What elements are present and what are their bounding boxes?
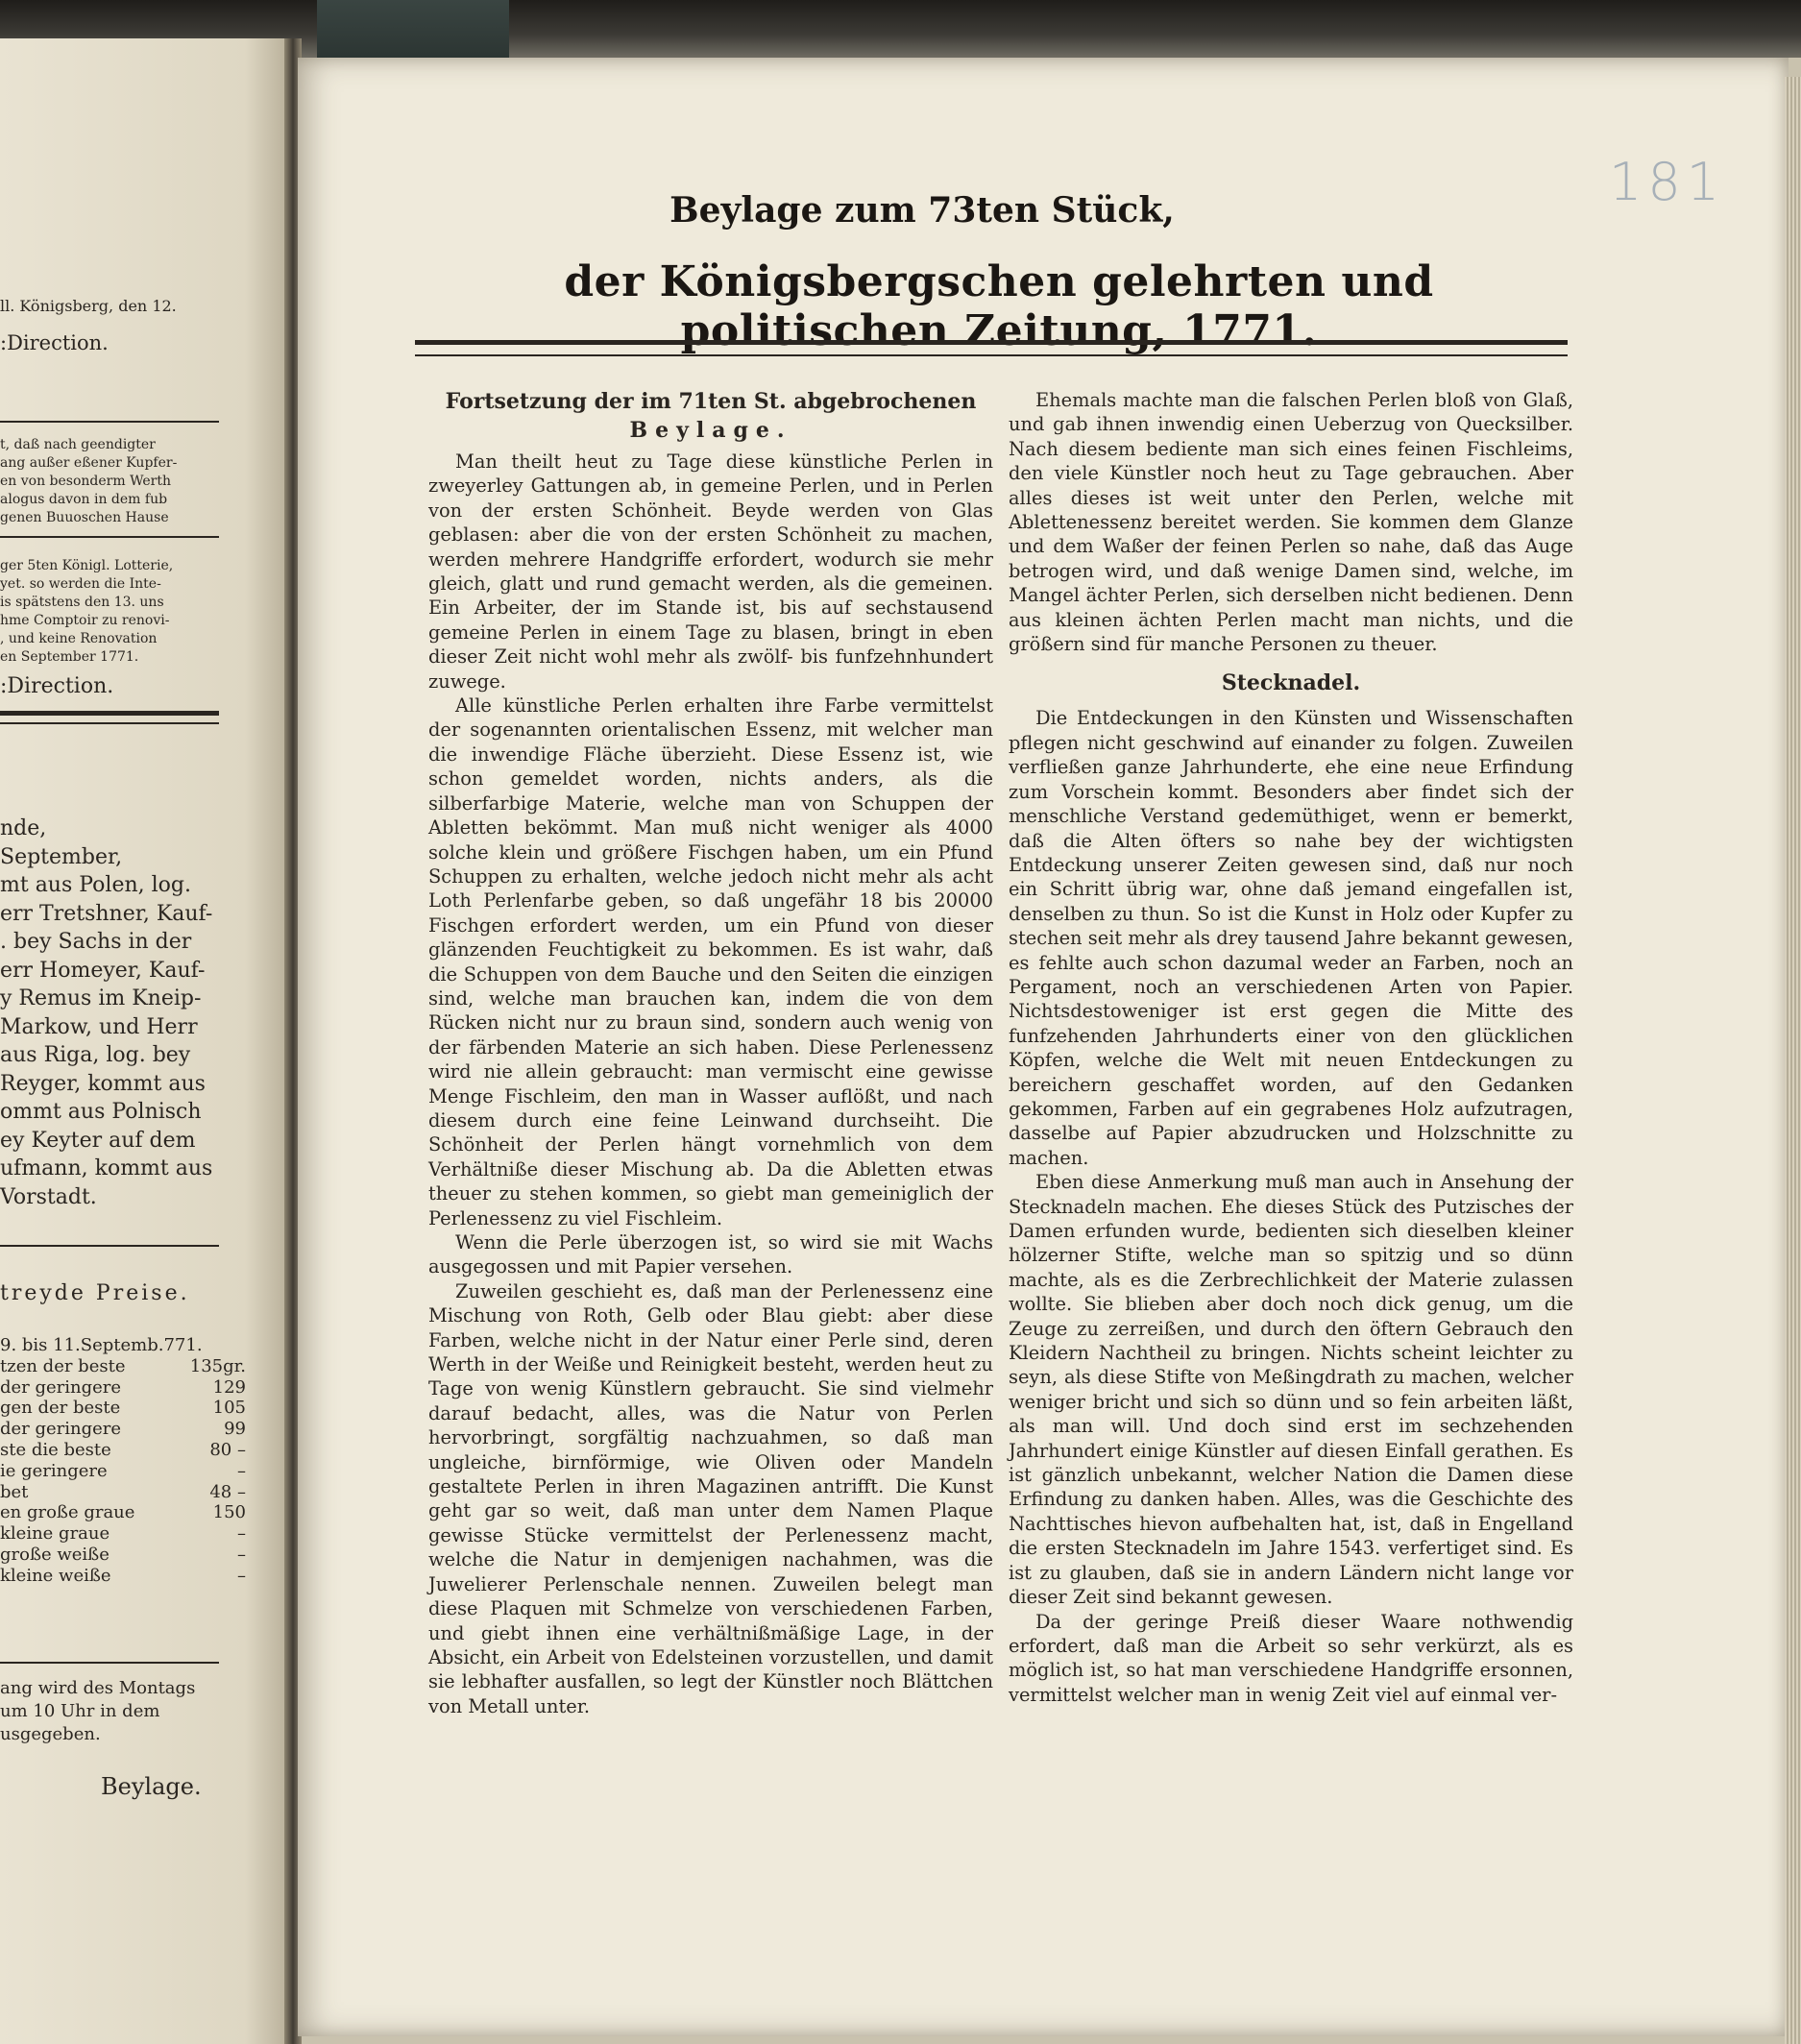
left-notice-1: t, daß nach geendigter ang außer eßener Kupfer- en von besonderm Werth alogus davon in dem fub genen Buuoschen Hause [0, 437, 178, 525]
continuation-subtitle: Beylage. [629, 418, 792, 443]
right-column [1009, 388, 1573, 1707]
paragraph: Da der geringe Preiß dieser Waare nothwendig erfordert, daß man die Arbeit so sehr verkürzt, als es möglich ist, so hat man verschiedene Handgriffe ersonnen, vermittelst welcher man in wenig Zeit viel auf einmal ver- [1009, 1610, 1573, 1706]
price-row: gen der beste 105 [0, 1398, 246, 1419]
paragraph: Alle künstliche Perlen erhalten ihre Farbe vermittelst der sogenannten orientalischen Essenz, mit welcher man die inwendige Fläche überzieht. Diese Essenz ist, wie schon gemeldet worden, nichts anders, als die silberfarbige Materie, welche man von Schuppen der Abletten bekömmt. Man muß nicht weniger als 4000 solche klein und größere Fischgen haben, um ein Pfund Schuppen zu erhalten, welche jedoch nicht mehr als acht Loth Perlenfarbe geben, so daß ungefähr 18 bis 20000 Fischgen erfordert werden, um ein Pfund von dieser glänzenden Feuchtigkeit zu bekommen. Es ist wahr, daß die Schuppen von dem Bauche und den Seiten die einzigen sind, welche man brauchen kan, indem die von dem Rücken nicht nur zu braun sind, sondern auch wenig von der färbenden Materie an sich haben. Diese Perlenessenz wird nie allein gebraucht: man vermischt eine gewisse Menge Fischleim, den man in Wasser auflößt, und nach diesem durch eine feine Leinwand durchseiht. Die Schönheit der Perlen hängt vornehmlich von dem Verhältniße dieser Mischung ab. Da die Abletten etwas theuer zu stehen kommen, so giebt man gemeiniglich der Perlenessenz zu viel Fischleim. [428, 694, 993, 1229]
left-page [0, 38, 288, 2044]
paragraph: Man theilt heut zu Tage diese künstliche Perlen in zweyerley Gattungen ab, in gemeine Perlen, und in Perlen von der ersten Schönheit. Beyde werden von Glas geblasen: aber die von der ersten Schönheit zu machen, werden mehrere Handgriffe erfordert, wodurch sie mehr gleich, glatt und rund gemacht werden, als die gemeinen. Ein Arbeiter, der im Stande ist, bis auf sechstausend gemeine Perlen in einem Tage zu blasen, bringt in eben dieser Zeit nicht wohl mehr als zwölf- bis funfzehnhundert zuwege. [428, 450, 993, 693]
price-row: der geringere 129 [0, 1376, 246, 1398]
page-number: 181 [1609, 152, 1726, 212]
left-catchword: Beylage. [101, 1773, 202, 1800]
left-direction-1: :Direction. [0, 331, 109, 354]
page-edge [1785, 77, 1801, 2044]
left-footer: ang wird des Montags um 10 Uhr in dem usgegeben. [0, 1678, 196, 1744]
price-row: der geringere 99 [0, 1419, 246, 1440]
price-row: kleine weiße – [0, 1565, 246, 1586]
price-row: große weiße – [0, 1544, 246, 1565]
paragraph: Eben diese Anmerkung muß man auch in Ansehung der Stecknadeln machen. Ehe dieses Stück des Putzisches der Damen erfunden wurde, bedienten sich dieselben kleiner hölzerner Stifte, welche man so spitzig und so dünn machte, als es die Zerbrechlichkeit der Materie zulassen wollte. Sie blieben aber doch noch dick genug, um die Zeuge zu zerreißen, und durch den öftern Gebrauch den Kleidern Nachtheil zu bringen. Nichts scheint leichter zu seyn, als diese Stifte von Meßingdrath zu machen, welcher weniger bricht und sich so dünn und so fein arbeiten läßt, als man will. Und doch sind erst im sechzehenden Jahrhundert einige Künstler auf diesen Einfall gerathen. Es ist gänzlich unbekannt, welcher Nation die Damen diese Erfindung zu danken haben. Alles, was die Geschichte des Nachttisches hievon aufbehalten hat, ist, daß in Engelland die ersten Stecknadeln im Jahre 1543. verfertiget sind. Es ist zu glauben, daß sie in andern Ländern nicht lange vor dieser Zeit sind bekannt gewesen. [1009, 1171, 1573, 1609]
header-line-1: Beylage zum 73ten Stück, [669, 190, 1175, 231]
left-direction-2: :Direction. [0, 674, 114, 698]
left-rule-1 [0, 421, 219, 423]
price-row: tzen der beste 135gr. [0, 1355, 246, 1376]
paragraph: Die Entdeckungen in den Künsten und Wissenschaften pflegen nicht geschwind auf einander zu folgen. Zuweilen verfließen ganze Jahrhunderte, ehe eine neue Erfindung zum Vorschein kommt. Besonders aber findet sich der menschliche Verstand gedemüthiget, wenn er bemerkt, daß die Alten öfters so nahe bey der wichtigsten Entdeckung unserer Zeiten gewesen sind, daß nur noch ein Schritt übrig war, ohne daß jemand eingefallen ist, denselben zu thun. So ist die Kunst in Holz oder Kupfer zu stechen seit mehr als drey tausend Jahre bekannt gewesen, es fehlte auch schon dazumal weder an Farben, noch an Pergament, noch an verschiedenen Arten von Papier. Nichtsdestoweniger ist erst gegen die Mitte des funfzehenden Jahrhunderts einer von den glücklichen Köpfen, welche die Welt mit neuen Entdeckungen zu bereichern geschaffet worden, auf den Gedanken gekommen, Farben auf ein gegrabenes Holz aufzutragen, dasselbe auf Papier abzudrucken und Holzschnitte zu machen. [1009, 707, 1573, 1169]
paragraph: Zuweilen geschieht es, daß man der Perlenessenz eine Mischung von Roth, Gelb oder Blau giebt: aber diese Farben, welche nicht in der Natur einer Perle sind, deren Werth in der Weiße und Reinigkeit besteht, werden heut zu Tage von wenig Künstlern gebraucht. Sie sind vielmehr darauf bedacht, alles, was die Natur von Perlen hervorbringt, sorgfältig nachzuahmen, so daß man ungleiche, birnförmige, wie Oliven oder Mandeln gestaltete Perlen in ihren Magazinen antrifft. Die Kunst geht gar so weit, daß man unter dem Namen Plaque gewisse Stücke vermittelst der Perlenessenz macht, welche die Natur in demjenigen nachahmen, was die Juwelierer Perlenschale nennen. Zuweilen belegt man diese Plaquen mit Schmelze von verschiedenen Farben, und giebt ihnen eine verhältnißmäßige Lage, in der Absicht, ein Arbeit von Edelsteinen vorzustellen, und damit sie lebhafter ausfallen, so legt der Künstler noch Blättchen von Metall unter. [428, 1279, 993, 1717]
left-rule-3 [0, 711, 219, 716]
left-rule-6 [0, 1662, 219, 1664]
left-dateline: ll. Königsberg, den 12. :Direction. [0, 296, 284, 353]
header-line-2: der Königsbergschen gelehrten und politischen Zeitung, 1771. [564, 257, 1434, 355]
paragraph: Wenn die Perle überzogen ist, so wird sie mit Wachs ausgegossen und mit Papier versehen. [428, 1231, 993, 1278]
left-rule-5 [0, 1245, 219, 1247]
left-rule-4 [0, 722, 219, 724]
left-prices-title: treyde Preise. [0, 1281, 190, 1305]
left-rule-2 [0, 536, 219, 538]
continuation-title: Fortsetzung der im 71ten St. abgebrochenen [445, 389, 977, 414]
left-notice-2: ger 5ten Königl. Lotterie, yet. so werden die Inte- is spätstens den 13. uns hme Comptoir zu renovi- , und keine Renovation en September 1771. [0, 558, 174, 665]
price-row: ie geringere – [0, 1460, 246, 1481]
price-row: en große graue 150 [0, 1502, 246, 1523]
price-row: bet 48 – [0, 1481, 246, 1502]
left-column [428, 388, 993, 1718]
paragraph: Ehemals machte man die falschen Perlen bloß von Glaß, und gab ihnen inwendig einen Ueberzug von Quecksilber. Nach diesem bediente man sich eines feinen Fischleims, den viele Künstler noch heut zu Tage gebrauchen. Aber alles dieses ist weit unter den Perlen, welche mit Ablettenessenz bereitet werden. Sie kommen dem Glanze und dem Waßer der feinen Perlen so nahe, daß das Auge betrogen wird, und daß wenige Damen sind, welche, im Mangel ächter Perlen, sich derselben nicht bedienen. Denn aus kleinen ächten Perlen macht man nichts, und die größern sind für manche Personen zu theuer. [1009, 389, 1573, 656]
section-title-stecknadel: Stecknadel. [1221, 670, 1361, 696]
left-arrivals: nde, September, mt aus Polen, log. err Tretshner, Kauf- . bey Sachs in der err Homeyer, Kauf- y Remus im Kneip- Markow, und Herr aus Riga, log. bey Reyger, kommt aus ommt aus Polnisch ey Keyter auf dem ufmann, kommt aus Vorstadt. [0, 816, 213, 1209]
price-row: kleine graue – [0, 1523, 246, 1545]
header-rule [415, 340, 1568, 356]
price-row: ste die beste 80 – [0, 1439, 246, 1460]
left-prices [0, 1335, 284, 1587]
prices-dates: 9. bis 11.Septemb.771. [0, 1335, 203, 1355]
